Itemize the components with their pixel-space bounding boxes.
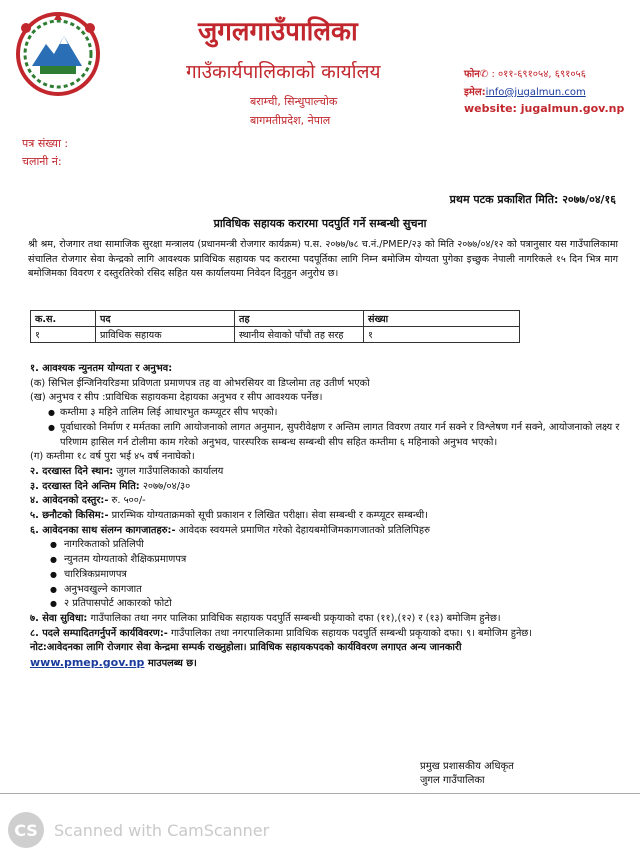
note-text: नोट:आवेदनका लागि रोजगार सेवा केन्द्रमा सम्पर्क राख्नुहोला। प्राविधिक सहायकपदको कार्यविवरण लगाएत अन्य जानकारी bbox=[30, 642, 462, 654]
signatory-title: प्रमुख प्रशासकीय अधिकृत bbox=[420, 761, 514, 772]
qualification-a: (क) सिभिल ईन्जिनियरिङमा प्रविणता प्रमाणपत्र तह वा ओभरसियर वा डिप्लोमा तह उतीर्ण भएको bbox=[30, 377, 370, 389]
website-label: website: bbox=[464, 102, 517, 115]
note-link-suffix: माउपलब्ध छ। bbox=[144, 658, 197, 670]
table-header: क.स. bbox=[31, 311, 96, 327]
address-line-1: बराम्ची, सिन्धुपाल्चोक bbox=[250, 95, 338, 108]
section-6-value: आवेदक स्वयमले प्रमाणित गरेको देहायबमोजिमकागजातको प्रतिलिपिहरु bbox=[175, 524, 430, 536]
section-8 bbox=[30, 627, 620, 642]
table-header-row bbox=[31, 311, 520, 327]
section-8-value: गाउँपालिका तथा नगरपालिकामा प्राविधिक सहायक पदपुर्ति सम्बन्धी प्रकृयाको दफा। ९। बमोजिम हुनेछ। bbox=[167, 627, 533, 639]
pmep-link[interactable]: www.pmep.gov.np bbox=[30, 656, 145, 670]
table-row bbox=[31, 327, 520, 343]
section-5-label: ५. छनौटको किसिम:- bbox=[30, 510, 109, 522]
document-item: ● नागरिकताको प्रतिलिपी bbox=[30, 538, 620, 553]
section-5 bbox=[30, 509, 620, 524]
notice-subject: प्राविधिक सहायक करारमा पदपुर्ति गर्ने सम्बन्धी सुचना bbox=[213, 217, 427, 230]
page-divider bbox=[0, 793, 640, 794]
table-cell: १ bbox=[31, 327, 96, 343]
document-item: ● २ प्रतिपासपोर्ट आकारको फोटो bbox=[30, 597, 620, 612]
section-6-label: ६. आवेदनका साथ संलग्न कागजातहरु:- bbox=[30, 524, 176, 536]
phone-label: फोन bbox=[464, 69, 480, 80]
intro-paragraph: श्री श्रम, रोजगार तथा सामाजिक सुरक्षा मन्त्रालय (प्रधानमन्त्री रोजगार कार्यक्रम) प.स. २०७७/७८ च.नं./PMEP/२३ को मिति २०७७/०४/१२ को पत्रानुसार यस गाउँपालिकामा संचालित रोजगार सेवा केन्द्रको लागि आवश्यक प्राविधिक सहायक पद करारमा पदपूर्तिका लागि निम्न बमोजिम योग्यता पुगेका इच्छुक नेपाली नागरिकले १५ दिन भित्र माग बमोजिमका विवरण र दस्तुरतिरेको रसिद सहित यस कार्यालयमा निवेदन दिनुहुन अनुरोध छ। bbox=[28, 239, 618, 279]
qualification-b: (ख) अनुभव र सीप :प्राविधिक सहायकमा देहायका अनुभव र सीप आवश्यक पर्नेछ। bbox=[30, 392, 323, 404]
email-line bbox=[464, 84, 586, 98]
qualification-c: (ग) कम्तीमा १८ वर्ष पुरा भई ४५ वर्ष ननाघेको। bbox=[30, 451, 195, 463]
email-label: इमेल: bbox=[464, 87, 486, 98]
notice-body bbox=[30, 362, 620, 672]
section-7-value: गाउँपालिका तथा नगर पालिका प्राविधिक सहायक पदपुर्ति सम्बन्धी प्रकृयाको दफा (११),(१२) र (१३) बमोजिम हुनेछ। bbox=[87, 612, 501, 624]
office-name: गाउँकार्यपालिकाको कार्यालय bbox=[186, 61, 381, 83]
note-link-line bbox=[30, 656, 620, 672]
camscanner-logo: CS bbox=[8, 812, 44, 848]
published-date: प्रथम पटक प्रकाशित मिति: २०७७/०४/१६ bbox=[449, 193, 616, 206]
table-header: संख्या bbox=[364, 311, 520, 327]
table-header: तह bbox=[235, 311, 364, 327]
section-7 bbox=[30, 612, 620, 627]
table-header: पद bbox=[96, 311, 235, 327]
skill-item: ● कम्तीमा ३ महिने तालिम लिई आधारभुत कम्प्यूटर सीप भएको। bbox=[30, 406, 620, 421]
section-7-label: ७. सेवा सुविधा: bbox=[30, 612, 88, 624]
section-2-label: २. दरखास्त दिने स्थान: bbox=[30, 465, 114, 477]
section-2-value: जुगल गाउँपालिकाको कार्यालय bbox=[113, 465, 224, 477]
phone-line bbox=[464, 66, 586, 80]
document-item: ● न्युनतम योग्यताको शैक्षिकप्रमाणपत्र bbox=[30, 553, 620, 568]
dispatch-number: चलानी नं: bbox=[22, 155, 62, 168]
section-6 bbox=[30, 524, 620, 539]
letter-number: पत्र संख्या : bbox=[22, 137, 69, 150]
section-5-value: प्रारम्भिक योग्यताक्रमको सूची प्रकाशन र लिखित परीक्षा। सेवा सम्बन्धी र कम्प्यूटर सम्बन्धी। bbox=[108, 510, 428, 522]
nepal-emblem-logo bbox=[10, 8, 106, 98]
section-4-label: ४. आवेदनको दस्तुर:- bbox=[30, 495, 109, 507]
skill-item: ● पूर्वाधारको निर्माण र मर्मतका लागि आयोजनाको लागत अनुमान, सुपरीवेक्षण र अन्तिम लागत विवरण तयार गर्न सक्ने र विश्लेषण गर्न सक्ने, आयोजनाको लक्ष्य र परिणाम हासिल गर्न टोलीमा काम गरेको अनुभव, पारस्परिक सम्बन्ध सम्बन्धी सीप सहित कम्तीमा ६ महिनाको अनुभव भएको। bbox=[30, 421, 620, 450]
section-8-label: ८. पदले सम्पादितगर्नुपर्ने कार्यविवरण:- bbox=[30, 627, 168, 639]
camscanner-watermark bbox=[8, 812, 269, 848]
table-cell: १ bbox=[364, 327, 520, 343]
section-3-label: ३. दरखास्त दिने अन्तिम मिति: bbox=[30, 480, 140, 492]
website-line bbox=[464, 102, 624, 115]
document-item: ● चारित्रिकप्रमाणपत्र bbox=[30, 568, 620, 583]
camscanner-text: Scanned with CamScanner bbox=[54, 820, 270, 840]
phone-icon: ✆ bbox=[479, 69, 489, 80]
table-cell: स्थानीय सेवाको पाँचौ तह सरह bbox=[235, 327, 364, 343]
section-2 bbox=[30, 465, 620, 480]
municipality-title: जुगलगाउँपालिका bbox=[198, 17, 358, 47]
email-link[interactable]: info@jugalmun.com bbox=[485, 87, 586, 98]
phone-number: : ०११-६९१०५४, ६९१०५६ bbox=[491, 69, 586, 80]
section-1-title: १. आवश्यक न्युनतम योग्यता र अनुभव: bbox=[30, 363, 173, 374]
section-3-value: २०७७/०४/३० bbox=[139, 480, 191, 492]
section-4 bbox=[30, 494, 620, 509]
table-cell: प्राविधिक सहायक bbox=[96, 327, 235, 343]
position-table bbox=[30, 310, 520, 343]
address-line-2: बागमतीप्रदेश, नेपाल bbox=[250, 114, 331, 127]
section-3 bbox=[30, 480, 620, 495]
signatory-office: जुगल गाउँपालिका bbox=[420, 775, 485, 786]
section-4-value: रु. ५००/- bbox=[108, 495, 146, 507]
signature-block bbox=[420, 760, 514, 788]
document-item: ● अनुभवखुल्ने कागजात bbox=[30, 583, 620, 598]
website-link[interactable]: jugalmun.gov.np bbox=[520, 102, 625, 115]
